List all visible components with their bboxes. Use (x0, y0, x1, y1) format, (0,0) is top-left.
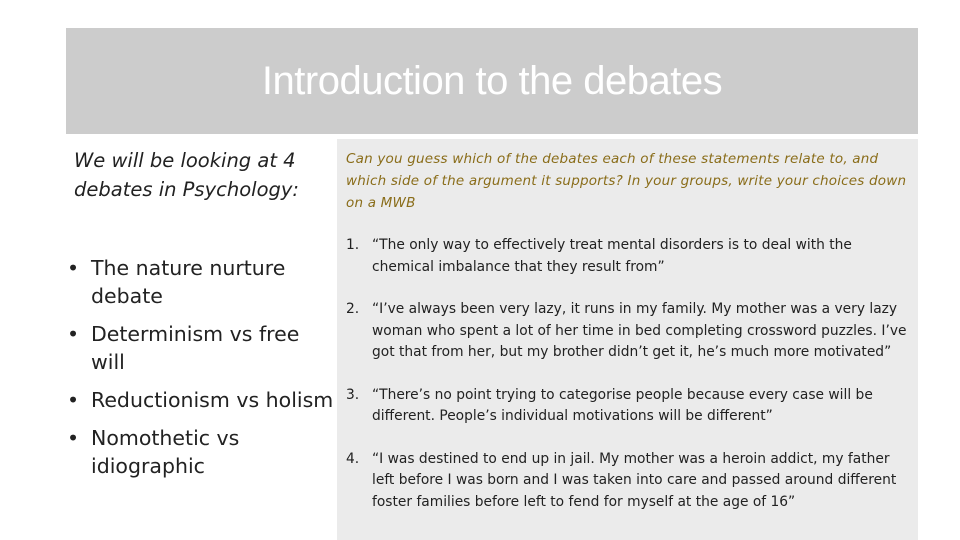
debate-item (67, 424, 336, 480)
debate-item (67, 320, 336, 376)
bullet-icon: • (67, 426, 80, 450)
statement-item (346, 299, 912, 364)
statement-number: 4. (346, 450, 360, 467)
bullet-icon: • (67, 388, 80, 412)
statement-number: 2. (346, 301, 360, 317)
statement-item (346, 235, 912, 278)
statement-item (346, 385, 912, 428)
instructions-text: Can you guess which of the debates each of these statements relate to, and which side of the argument it supports? In your groups, write your choices down on a MWB (346, 151, 907, 211)
debates-heading: We will be looking at 4 debates in Psychology: (74, 149, 299, 201)
debate-item (67, 254, 336, 310)
statement-text: “The only way to effectively treat mental disorders is to deal with the chemical imbalance that they result from” (372, 237, 852, 275)
bullet-icon: • (67, 256, 80, 280)
debate-item (67, 386, 336, 414)
title-bar (66, 28, 918, 134)
statement-item (346, 449, 912, 514)
statement-text: “I’ve always been very lazy, it runs in my family. My mother was a very lazy woman who spent a lot of her time in bed completing crossword puzzles. I’ve got that from her, but my brother didn’t get it, he’s much more motivated” (372, 301, 907, 360)
statement-text: “I was destined to end up in jail. My mother was a heroin addict, my father left before I was born and I was taken into care and passed around different foster families before left to fend for myself at the age of 16” (372, 450, 897, 510)
statements-panel (337, 139, 918, 540)
statement-number: 1. (346, 237, 360, 253)
bullet-icon: • (67, 322, 80, 346)
debate-list (67, 254, 336, 480)
slide-title: Introduction to the debates (261, 58, 723, 103)
statement-number: 3. (346, 386, 360, 403)
debate-label: Nomothetic vs idiographic (91, 426, 240, 478)
debate-label: Determinism vs free will (91, 322, 300, 374)
debate-label: The nature nurture debate (91, 256, 286, 308)
left-column (67, 146, 336, 490)
debate-label: Reductionism vs holism (91, 388, 334, 412)
statement-list (346, 235, 912, 513)
statement-text: “There’s no point trying to categorise people because every case will be different. People’s individual motivations will be different” (372, 386, 873, 424)
